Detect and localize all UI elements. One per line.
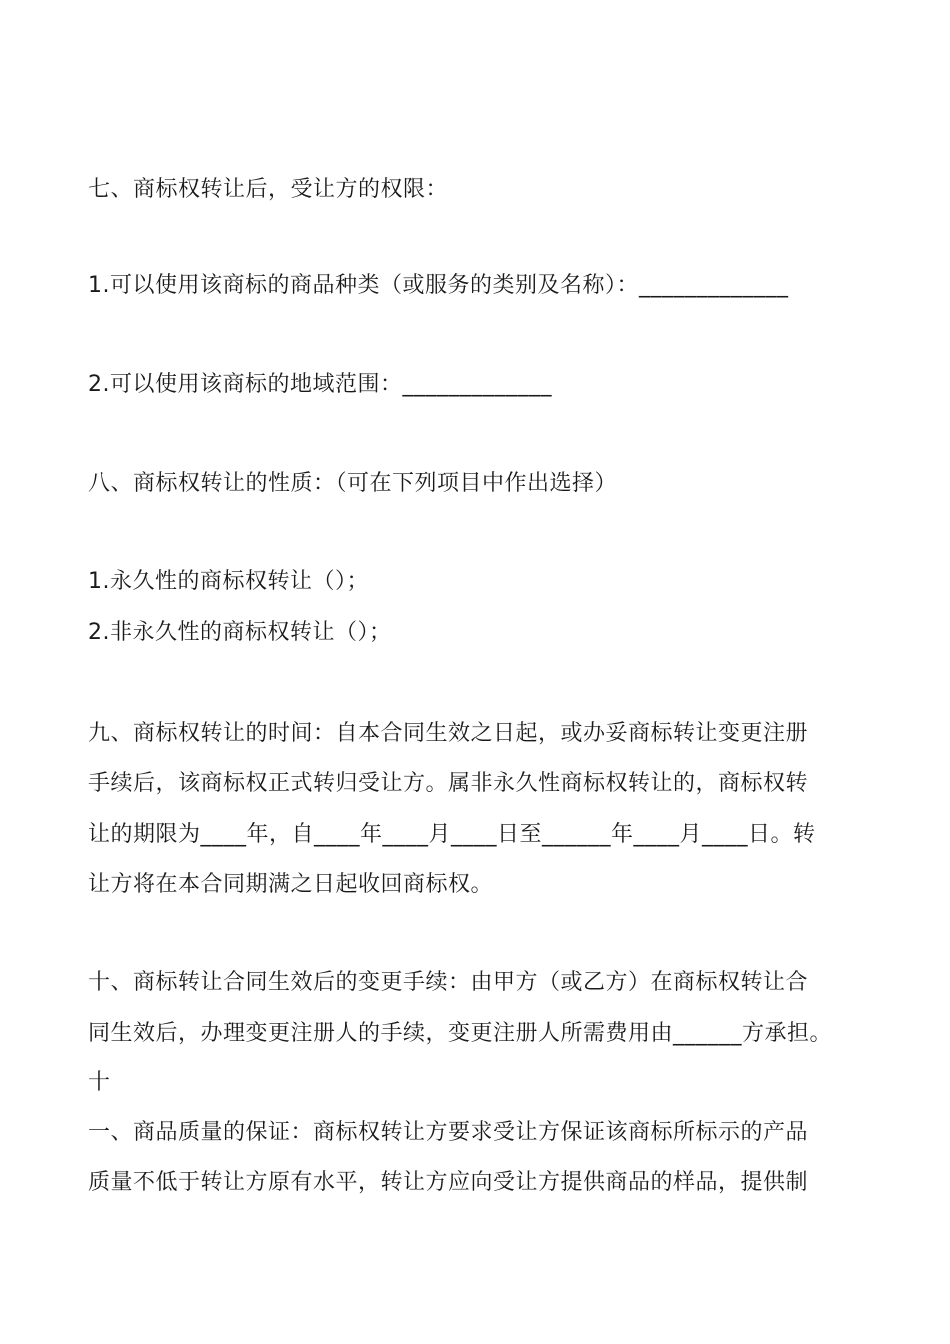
section-9-line-3: 让的期限为____年，自____年____月____日至______年____月____日。转 <box>88 822 816 847</box>
section-11-number: 十 <box>88 1070 111 1095</box>
section-10-line-2: 同生效后，办理变更注册人的手续，变更注册人所需费用由______方承担。 <box>88 1021 833 1046</box>
section-11-line-1: 一、商品质量的保证：商标权转让方要求受让方保证该商标所标示的产品 <box>88 1120 809 1145</box>
clause-7-1: 1.可以使用该商标的商品种类（或服务的类别及名称）：_____________ <box>88 273 789 298</box>
clause-7-2: 2.可以使用该商标的地域范围：_____________ <box>88 372 552 397</box>
section-9-line-2: 手续后，该商标权正式转归受让方。属非永久性商标权转让的，商标权转 <box>88 771 809 796</box>
clause-8-2: 2.非永久性的商标权转让（）； <box>88 620 392 645</box>
section-7-heading: 七、商标权转让后，受让方的权限： <box>88 177 449 202</box>
section-9-line-1: 九、商标权转让的时间：自本合同生效之日起，或办妥商标转让变更注册 <box>88 721 809 746</box>
section-9-line-4: 让方将在本合同期满之日起收回商标权。 <box>88 872 494 897</box>
section-10-line-1: 十、商标转让合同生效后的变更手续：由甲方（或乙方）在商标权转让合 <box>88 970 809 995</box>
clause-8-1: 1.永久性的商标权转让（）； <box>88 569 369 594</box>
section-11-line-2: 质量不低于转让方原有水平，转让方应向受让方提供商品的样品，提供制 <box>88 1170 809 1195</box>
section-8-heading: 八、商标权转让的性质：（可在下列项目中作出选择） <box>88 471 618 496</box>
